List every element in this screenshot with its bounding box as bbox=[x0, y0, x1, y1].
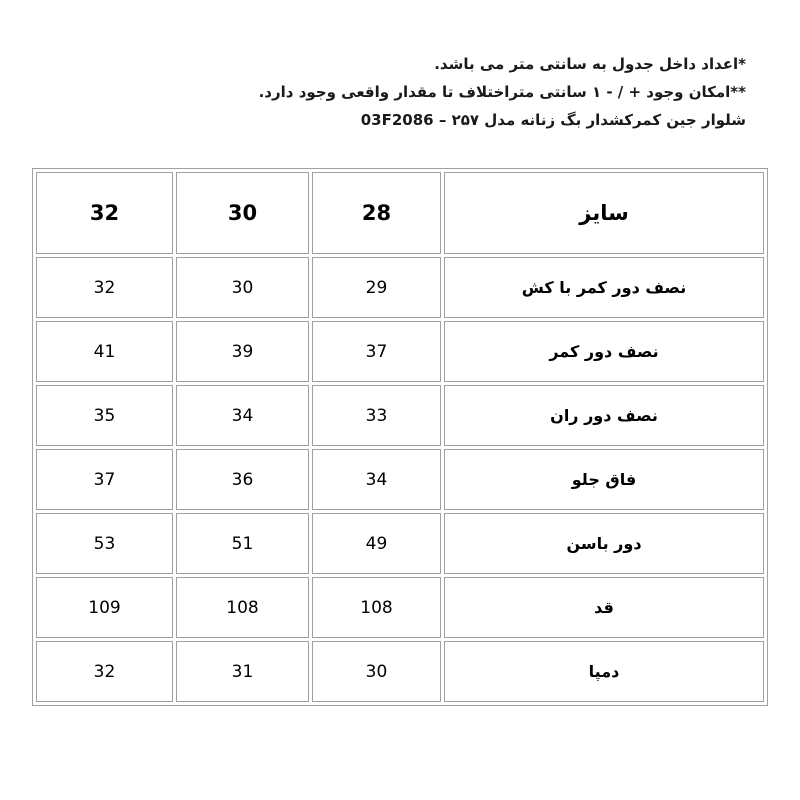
header-cell-size-30: 30 bbox=[176, 172, 309, 254]
value-cell: 32 bbox=[36, 257, 173, 318]
table-row-length bbox=[36, 577, 764, 638]
table-row-waist bbox=[36, 321, 764, 382]
value-cell: 36 bbox=[176, 449, 309, 510]
value-cell: 32 bbox=[36, 641, 173, 702]
row-label-cell: فاق جلو bbox=[444, 449, 764, 510]
size-chart-table bbox=[32, 168, 768, 706]
value-cell: 29 bbox=[312, 257, 441, 318]
value-cell: 35 bbox=[36, 385, 173, 446]
note-tolerance: **امکان وجود + / - ۱ سانتی متراختلاف تا مقدار واقعی وجود دارد. bbox=[258, 83, 746, 101]
header-cell-size-32: 32 bbox=[36, 172, 173, 254]
table-header-row bbox=[36, 172, 764, 254]
row-label-cell: دمپا bbox=[444, 641, 764, 702]
value-cell: 39 bbox=[176, 321, 309, 382]
value-cell: 34 bbox=[176, 385, 309, 446]
note-units: *اعداد داخل جدول به سانتی متر می باشد. bbox=[434, 55, 746, 73]
table-row-hip bbox=[36, 513, 764, 574]
value-cell: 51 bbox=[176, 513, 309, 574]
value-cell: 30 bbox=[176, 257, 309, 318]
value-cell: 108 bbox=[312, 577, 441, 638]
header-cell-size-label: سایز bbox=[444, 172, 764, 254]
value-cell: 30 bbox=[312, 641, 441, 702]
value-cell: 31 bbox=[176, 641, 309, 702]
value-cell: 41 bbox=[36, 321, 173, 382]
value-cell: 108 bbox=[176, 577, 309, 638]
row-label-cell: نصف دور کمر با کش bbox=[444, 257, 764, 318]
row-label-cell: نصف دور ران bbox=[444, 385, 764, 446]
value-cell: 37 bbox=[36, 449, 173, 510]
value-cell: 37 bbox=[312, 321, 441, 382]
value-cell: 49 bbox=[312, 513, 441, 574]
table-row-leg-opening bbox=[36, 641, 764, 702]
row-label-cell: قد bbox=[444, 577, 764, 638]
table-row-thigh bbox=[36, 385, 764, 446]
table-row-front-rise bbox=[36, 449, 764, 510]
value-cell: 34 bbox=[312, 449, 441, 510]
value-cell: 53 bbox=[36, 513, 173, 574]
product-title: شلوار جین کمرکشدار بگ زنانه مدل ۲۵۷ – 03F2086 bbox=[360, 111, 746, 129]
header-cell-size-28: 28 bbox=[312, 172, 441, 254]
row-label-cell: دور باسن bbox=[444, 513, 764, 574]
row-label-cell: نصف دور کمر bbox=[444, 321, 764, 382]
table-row-waist-elastic bbox=[36, 257, 764, 318]
notes bbox=[0, 0, 800, 134]
value-cell: 109 bbox=[36, 577, 173, 638]
value-cell: 33 bbox=[312, 385, 441, 446]
